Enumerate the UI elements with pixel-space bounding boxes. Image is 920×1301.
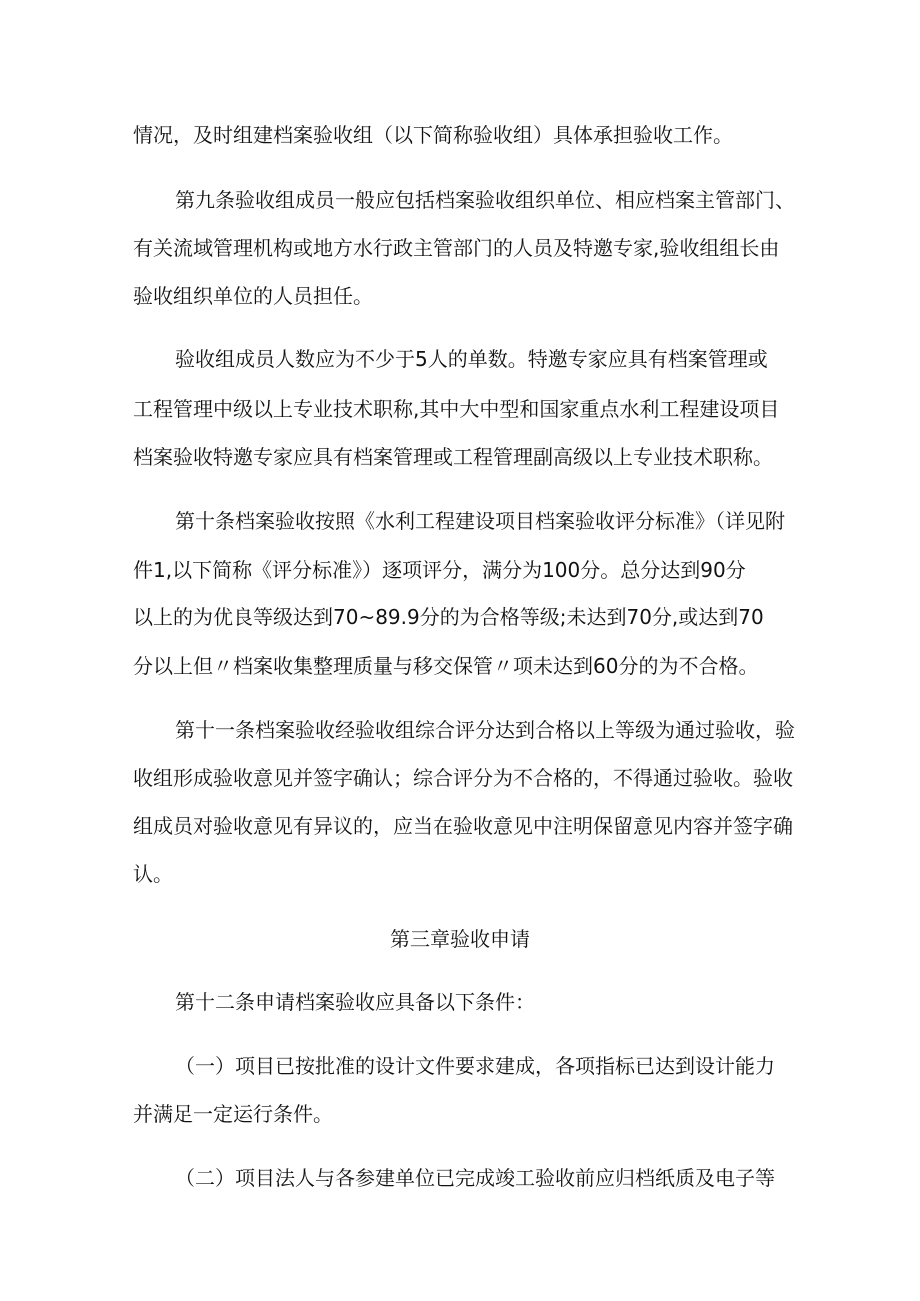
paragraph-line: 验收组成员人数应为不少于5人的单数。特邀专家应具有档案管理或	[175, 347, 768, 371]
paragraph-line: 第十二条申请档案验收应具备以下条件：	[175, 990, 535, 1014]
chapter-heading: 第三章验收申请	[390, 927, 530, 951]
paragraph-line: 以上的为优良等级达到70~89.9分的为合格等级;未达到70分,或达到70	[133, 605, 764, 629]
paragraph-line: 第十一条档案验收经验收组综合评分达到合格以上等级为通过验收，验	[175, 718, 795, 742]
paragraph-line: 第九条验收组成员一般应包括档案验收组织单位、相应档案主管部门、	[175, 188, 795, 212]
paragraph-line: 有关流域管理机构或地方水行政主管部门的人员及特邀专家,验收组组长由	[133, 236, 780, 260]
paragraph-line: 档案验收特邀专家应具有档案管理或工程管理副高级以上专业技术职称。	[133, 445, 773, 469]
paragraph-line: （一）项目已按批准的设计文件要求建成，各项指标已达到设计能力	[175, 1054, 775, 1078]
paragraph-line: 认。	[133, 862, 173, 886]
paragraph-line: 第十条档案验收按照《水利工程建设项目档案验收评分标准》（详见附	[175, 509, 785, 533]
paragraph-line: 验收组织单位的人员担任。	[133, 284, 373, 308]
paragraph-line: （二）项目法人与各参建单位已完成竣工验收前应归档纸质及电子等	[175, 1166, 775, 1190]
paragraph-line: 分以上但〃档案收集整理质量与移交保管〃项未达到60分的为不合格。	[133, 654, 759, 678]
paragraph-line: 并满足一定运行条件。	[133, 1102, 333, 1126]
paragraph-line: 收组形成验收意见并签字确认；综合评分为不合格的，不得通过验收。验收	[133, 766, 793, 790]
paragraph-line: 组成员对验收意见有异议的，应当在验收意见中注明保留意见内容并签字确	[133, 814, 793, 838]
paragraph-line: 工程管理中级以上专业技术职称,其中大中型和国家重点水利工程建设项目	[133, 397, 780, 421]
paragraph-line: 件1,以下简称《评分标准》）逐项评分，满分为100分。总分达到90分	[133, 558, 746, 582]
paragraph-line: 情况，及时组建档案验收组（以下简称验收组）具体承担验收工作。	[133, 123, 733, 147]
